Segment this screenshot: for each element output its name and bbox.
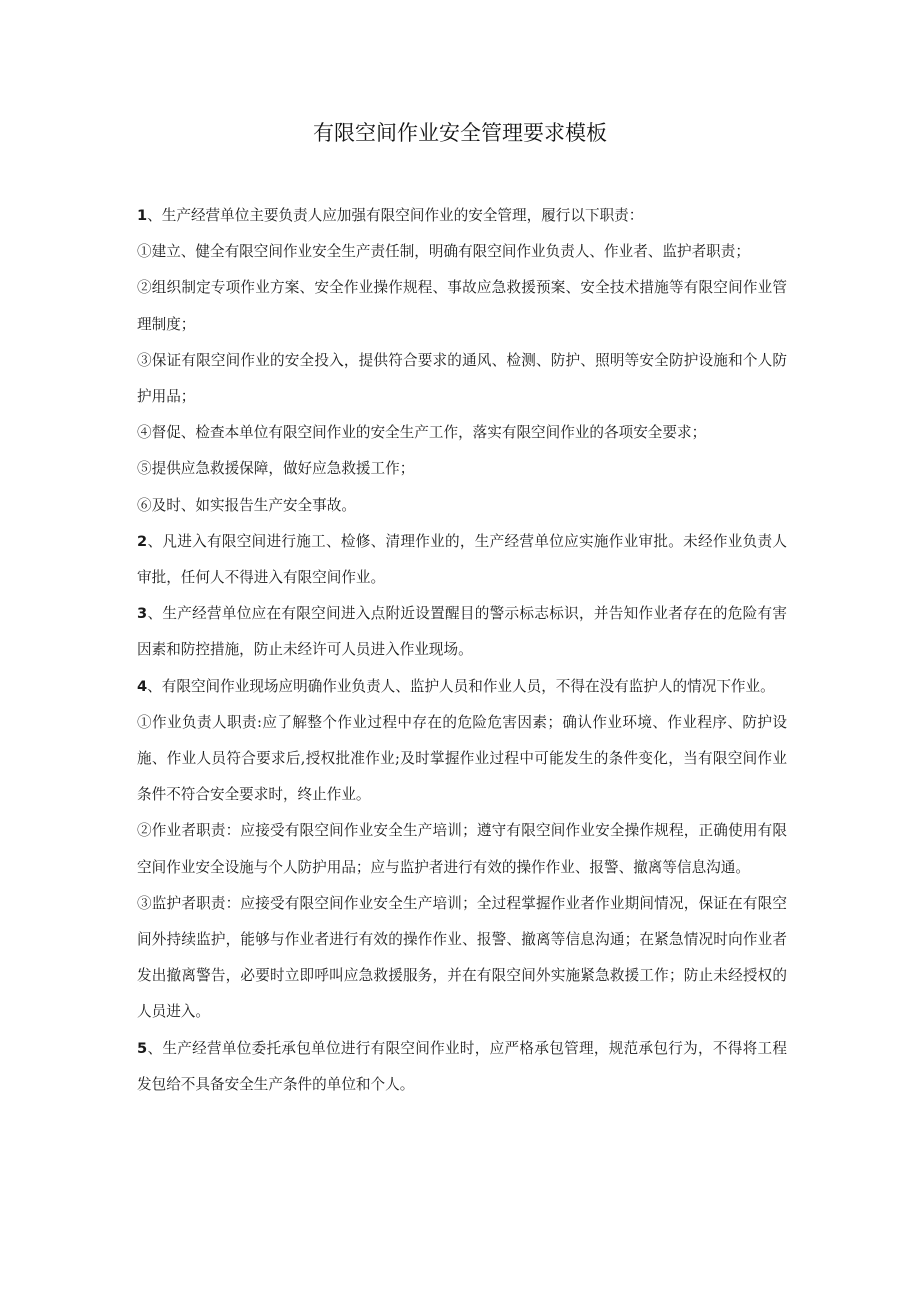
paragraph-1 xyxy=(137,198,787,234)
paragraph-number: 4 xyxy=(137,677,148,695)
paragraph-text: 、有限空间作业现场应明确作业负责人、监护人员和作业人员，不得在没有监护人的情况下作业。 xyxy=(147,677,775,695)
paragraph-text: ①建立、健全有限空间作业安全生产责任制，明确有限空间作业负责人、作业者、监护者职责； xyxy=(137,243,750,261)
paragraph-4-item-2 xyxy=(137,813,787,885)
paragraph-4 xyxy=(137,669,787,705)
paragraph-1-item-2 xyxy=(137,270,787,342)
paragraph-1-item-5 xyxy=(137,451,787,487)
paragraph-1-item-6 xyxy=(137,488,787,524)
paragraph-1-item-4 xyxy=(137,415,787,451)
paragraph-text: 、生产经营单位主要负责人应加强有限空间作业的安全管理，履行以下职责： xyxy=(147,207,644,224)
paragraph-1-item-1 xyxy=(137,234,787,270)
paragraph-text: ③监护者职责：应接受有限空间作业安全生产培训；全过程掌握作业者作业期间情况，保证在有限空间外持续监护，能够与作业者进行有效的操作作业、报警、撤离等信息沟通；在紧急情况时向作业者发出撤离警告，必要时立即呼叫应急救援服务，并在有限空间外实施紧急救援工作；防止未经授权的人员进入。 xyxy=(137,894,787,1021)
paragraph-text: ⑤提供应急救援保障，做好应急救援工作； xyxy=(137,460,415,478)
paragraph-text: ⑥及时、如实报告生产安全事故。 xyxy=(137,496,356,514)
paragraph-5 xyxy=(137,1031,787,1103)
paragraph-text: 、凡进入有限空间进行施工、检修、清理作业的，生产经营单位应实施作业审批。未经作业负责人审批，任何人不得进入有限空间作业。 xyxy=(137,532,787,587)
paragraph-3 xyxy=(137,596,787,668)
paragraph-4-item-1 xyxy=(137,705,787,814)
paragraph-text: ②组织制定专项作业方案、安全作业操作规程、事故应急救援预案、安全技术措施等有限空间作业管理制度； xyxy=(137,279,787,333)
paragraph-text: 、生产经营单位委托承包单位进行有限空间作业时，应严格承包管理，规范承包行为，不得将工程发包给不具备安全生产条件的单位和个人。 xyxy=(137,1039,787,1093)
paragraph-number: 5 xyxy=(137,1039,148,1057)
paragraph-text: ③保证有限空间作业的安全投入，提供符合要求的通风、检测、防护、照明等安全防护设施和个人防护用品； xyxy=(137,351,787,406)
paragraph-4-item-3 xyxy=(137,886,787,1031)
paragraph-2 xyxy=(137,524,787,596)
paragraph-text: ①作业负责人职责:应了解整个作业过程中存在的危险危害因素；确认作业环境、作业程序、防护设施、作业人员符合要求后,授权批准作业;及时掌握作业过程中可能发生的条件变化，当有限空间作业条件不符合安全要求时，终止作业。 xyxy=(137,713,787,804)
paragraph-text: 、生产经营单位应在有限空间进入点附近设置醒目的警示标志标识，并告知作业者存在的危险有害因素和防控措施，防止未经许可人员进入作业现场。 xyxy=(137,605,787,659)
paragraph-number: 3 xyxy=(137,605,148,623)
paragraph-1-item-3 xyxy=(137,343,787,415)
paragraph-text: ②作业者职责：应接受有限空间作业安全生产培训；遵守有限空间作业安全操作规程，正确使用有限空间作业安全设施与个人防护用品；应与监护者进行有效的操作作业、报警、撤离等信息沟通。 xyxy=(137,822,787,876)
document-title: 有限空间作业安全管理要求模板 xyxy=(313,121,607,145)
paragraph-text: ④督促、检查本单位有限空间作业的安全生产工作，落实有限空间作业的各项安全要求； xyxy=(137,424,707,442)
paragraph-number: 1 xyxy=(137,207,148,224)
document-body xyxy=(137,198,787,1103)
paragraph-number: 2 xyxy=(137,532,148,550)
